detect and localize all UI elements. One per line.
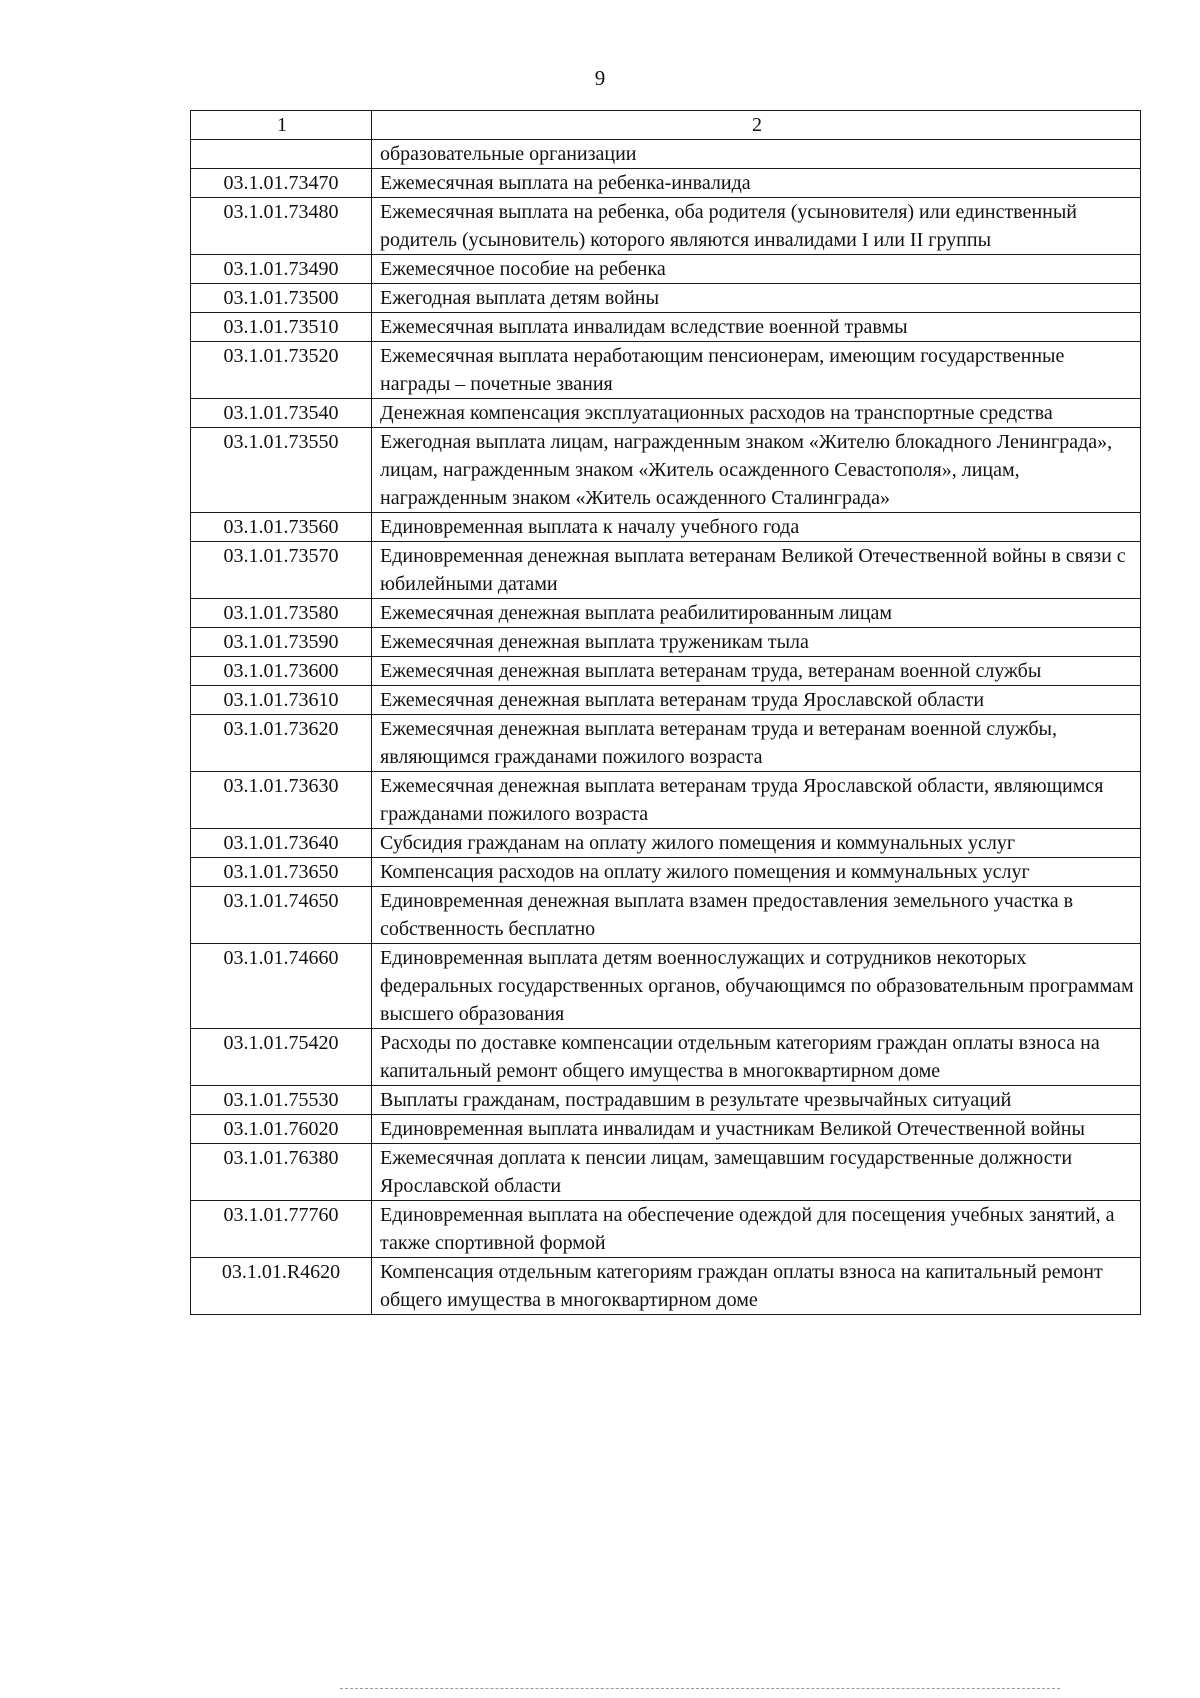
- budget-code-cell: 03.1.01.73540: [191, 399, 372, 428]
- table-row: [191, 428, 1141, 513]
- table-row: [191, 1144, 1141, 1201]
- description-cell: Единовременная выплата детям военнослужащих и сотрудников некоторых федеральных государственных органов, обучающимся по образовательным программам высшего образования: [372, 944, 1141, 1029]
- budget-code-cell: 03.1.01.73470: [191, 169, 372, 198]
- table-row: [191, 399, 1141, 428]
- table-row: [191, 513, 1141, 542]
- table-body: [191, 140, 1141, 1315]
- budget-code-cell: 03.1.01.73520: [191, 342, 372, 399]
- description-cell: Ежемесячная доплата к пенсии лицам, замещавшим государственные должности Ярославской области: [372, 1144, 1141, 1201]
- description-cell: Выплаты гражданам, пострадавшим в результате чрезвычайных ситуаций: [372, 1086, 1141, 1115]
- budget-code-cell: 03.1.01.73500: [191, 284, 372, 313]
- table-row: [191, 542, 1141, 599]
- table-row: [191, 1258, 1141, 1315]
- column-header-code: 1: [191, 111, 372, 140]
- table-row: [191, 628, 1141, 657]
- table-header: [191, 111, 1141, 140]
- page-number: 9: [594, 66, 606, 90]
- table-row: [191, 198, 1141, 255]
- table-row: [191, 342, 1141, 399]
- description-cell: Ежемесячная денежная выплата ветеранам труда Ярославской области: [372, 686, 1141, 715]
- description-cell: Расходы по доставке компенсации отдельным категориям граждан оплаты взноса на капитальный ремонт общего имущества в многоквартирном доме: [372, 1029, 1141, 1086]
- table-row: [191, 686, 1141, 715]
- budget-code-cell: 03.1.01.73490: [191, 255, 372, 284]
- budget-code-cell: 03.1.01.73580: [191, 599, 372, 628]
- table-row: [191, 169, 1141, 198]
- table-row: [191, 1029, 1141, 1086]
- budget-code-cell: 03.1.01.73480: [191, 198, 372, 255]
- column-header-description: 2: [372, 111, 1141, 140]
- description-cell: Единовременная денежная выплата ветеранам Великой Отечественной войны в связи с юбилейными датами: [372, 542, 1141, 599]
- budget-code-cell: 03.1.01.76020: [191, 1115, 372, 1144]
- description-cell: Компенсация отдельным категориям граждан оплаты взноса на капитальный ремонт общего имущества в многоквартирном доме: [372, 1258, 1141, 1315]
- table-row: [191, 1115, 1141, 1144]
- budget-code-cell: 03.1.01.73620: [191, 715, 372, 772]
- budget-code-cell: 03.1.01.R4620: [191, 1258, 372, 1315]
- table-row: [191, 599, 1141, 628]
- table-row: [191, 140, 1141, 169]
- description-cell: Ежемесячное пособие на ребенка: [372, 255, 1141, 284]
- table-row: [191, 255, 1141, 284]
- budget-code-cell: 03.1.01.73550: [191, 428, 372, 513]
- table-row: [191, 284, 1141, 313]
- description-cell: Ежемесячная денежная выплата ветеранам труда, ветеранам военной службы: [372, 657, 1141, 686]
- description-cell: образовательные организации: [372, 140, 1141, 169]
- description-cell: Единовременная выплата к началу учебного года: [372, 513, 1141, 542]
- description-cell: Ежегодная выплата детям войны: [372, 284, 1141, 313]
- description-cell: Ежемесячная денежная выплата труженикам тыла: [372, 628, 1141, 657]
- description-cell: Денежная компенсация эксплуатационных расходов на транспортные средства: [372, 399, 1141, 428]
- description-cell: Ежемесячная выплата неработающим пенсионерам, имеющим государственные награды – почетные звания: [372, 342, 1141, 399]
- description-cell: Ежемесячная денежная выплата ветеранам труда и ветеранам военной службы, являющимся гражданами пожилого возраста: [372, 715, 1141, 772]
- description-cell: Ежемесячная выплата на ребенка, оба родителя (усыновителя) или единственный родитель (усыновитель) которого являются инвалидами I или II группы: [372, 198, 1141, 255]
- budget-code-cell: 03.1.01.73510: [191, 313, 372, 342]
- budget-code-cell: 03.1.01.77760: [191, 1201, 372, 1258]
- budget-codes-table: [190, 110, 1141, 1315]
- description-cell: Компенсация расходов на оплату жилого помещения и коммунальных услуг: [372, 858, 1141, 887]
- budget-code-cell: 03.1.01.73630: [191, 772, 372, 829]
- description-cell: Единовременная выплата на обеспечение одеждой для посещения учебных занятий, а также спортивной формой: [372, 1201, 1141, 1258]
- description-cell: Ежегодная выплата лицам, награжденным знаком «Жителю блокадного Ленинграда», лицам, награжденным знаком «Житель осажденного Севастополя», лицам, награжденным знаком «Житель осажденного Сталинграда»: [372, 428, 1141, 513]
- budget-code-cell: 03.1.01.73610: [191, 686, 372, 715]
- budget-code-cell: 03.1.01.73560: [191, 513, 372, 542]
- table-row: [191, 858, 1141, 887]
- budget-code-cell: 03.1.01.74650: [191, 887, 372, 944]
- table-row: [191, 944, 1141, 1029]
- budget-code-cell: 03.1.01.73650: [191, 858, 372, 887]
- description-cell: Субсидия гражданам на оплату жилого помещения и коммунальных услуг: [372, 829, 1141, 858]
- table-row: [191, 772, 1141, 829]
- table-row: [191, 715, 1141, 772]
- description-cell: Ежемесячная выплата на ребенка-инвалида: [372, 169, 1141, 198]
- budget-code-cell: 03.1.01.75530: [191, 1086, 372, 1115]
- table-row: [191, 887, 1141, 944]
- budget-code-cell: 03.1.01.73570: [191, 542, 372, 599]
- budget-code-cell: [191, 140, 372, 169]
- table-header-row: [191, 111, 1141, 140]
- scan-edge-marks: [340, 1688, 1060, 1691]
- description-cell: Единовременная денежная выплата взамен предоставления земельного участка в собственность бесплатно: [372, 887, 1141, 944]
- description-cell: Ежемесячная выплата инвалидам вследствие военной травмы: [372, 313, 1141, 342]
- budget-code-cell: 03.1.01.74660: [191, 944, 372, 1029]
- table-row: [191, 829, 1141, 858]
- table-row: [191, 657, 1141, 686]
- budget-code-cell: 03.1.01.73600: [191, 657, 372, 686]
- budget-code-cell: 03.1.01.73590: [191, 628, 372, 657]
- budget-code-cell: 03.1.01.76380: [191, 1144, 372, 1201]
- budget-code-cell: 03.1.01.75420: [191, 1029, 372, 1086]
- description-cell: Ежемесячная денежная выплата ветеранам труда Ярославской области, являющимся гражданами пожилого возраста: [372, 772, 1141, 829]
- table-row: [191, 1086, 1141, 1115]
- table-row: [191, 313, 1141, 342]
- budget-code-cell: 03.1.01.73640: [191, 829, 372, 858]
- table-row: [191, 1201, 1141, 1258]
- description-cell: Единовременная выплата инвалидам и участникам Великой Отечественной войны: [372, 1115, 1141, 1144]
- description-cell: Ежемесячная денежная выплата реабилитированным лицам: [372, 599, 1141, 628]
